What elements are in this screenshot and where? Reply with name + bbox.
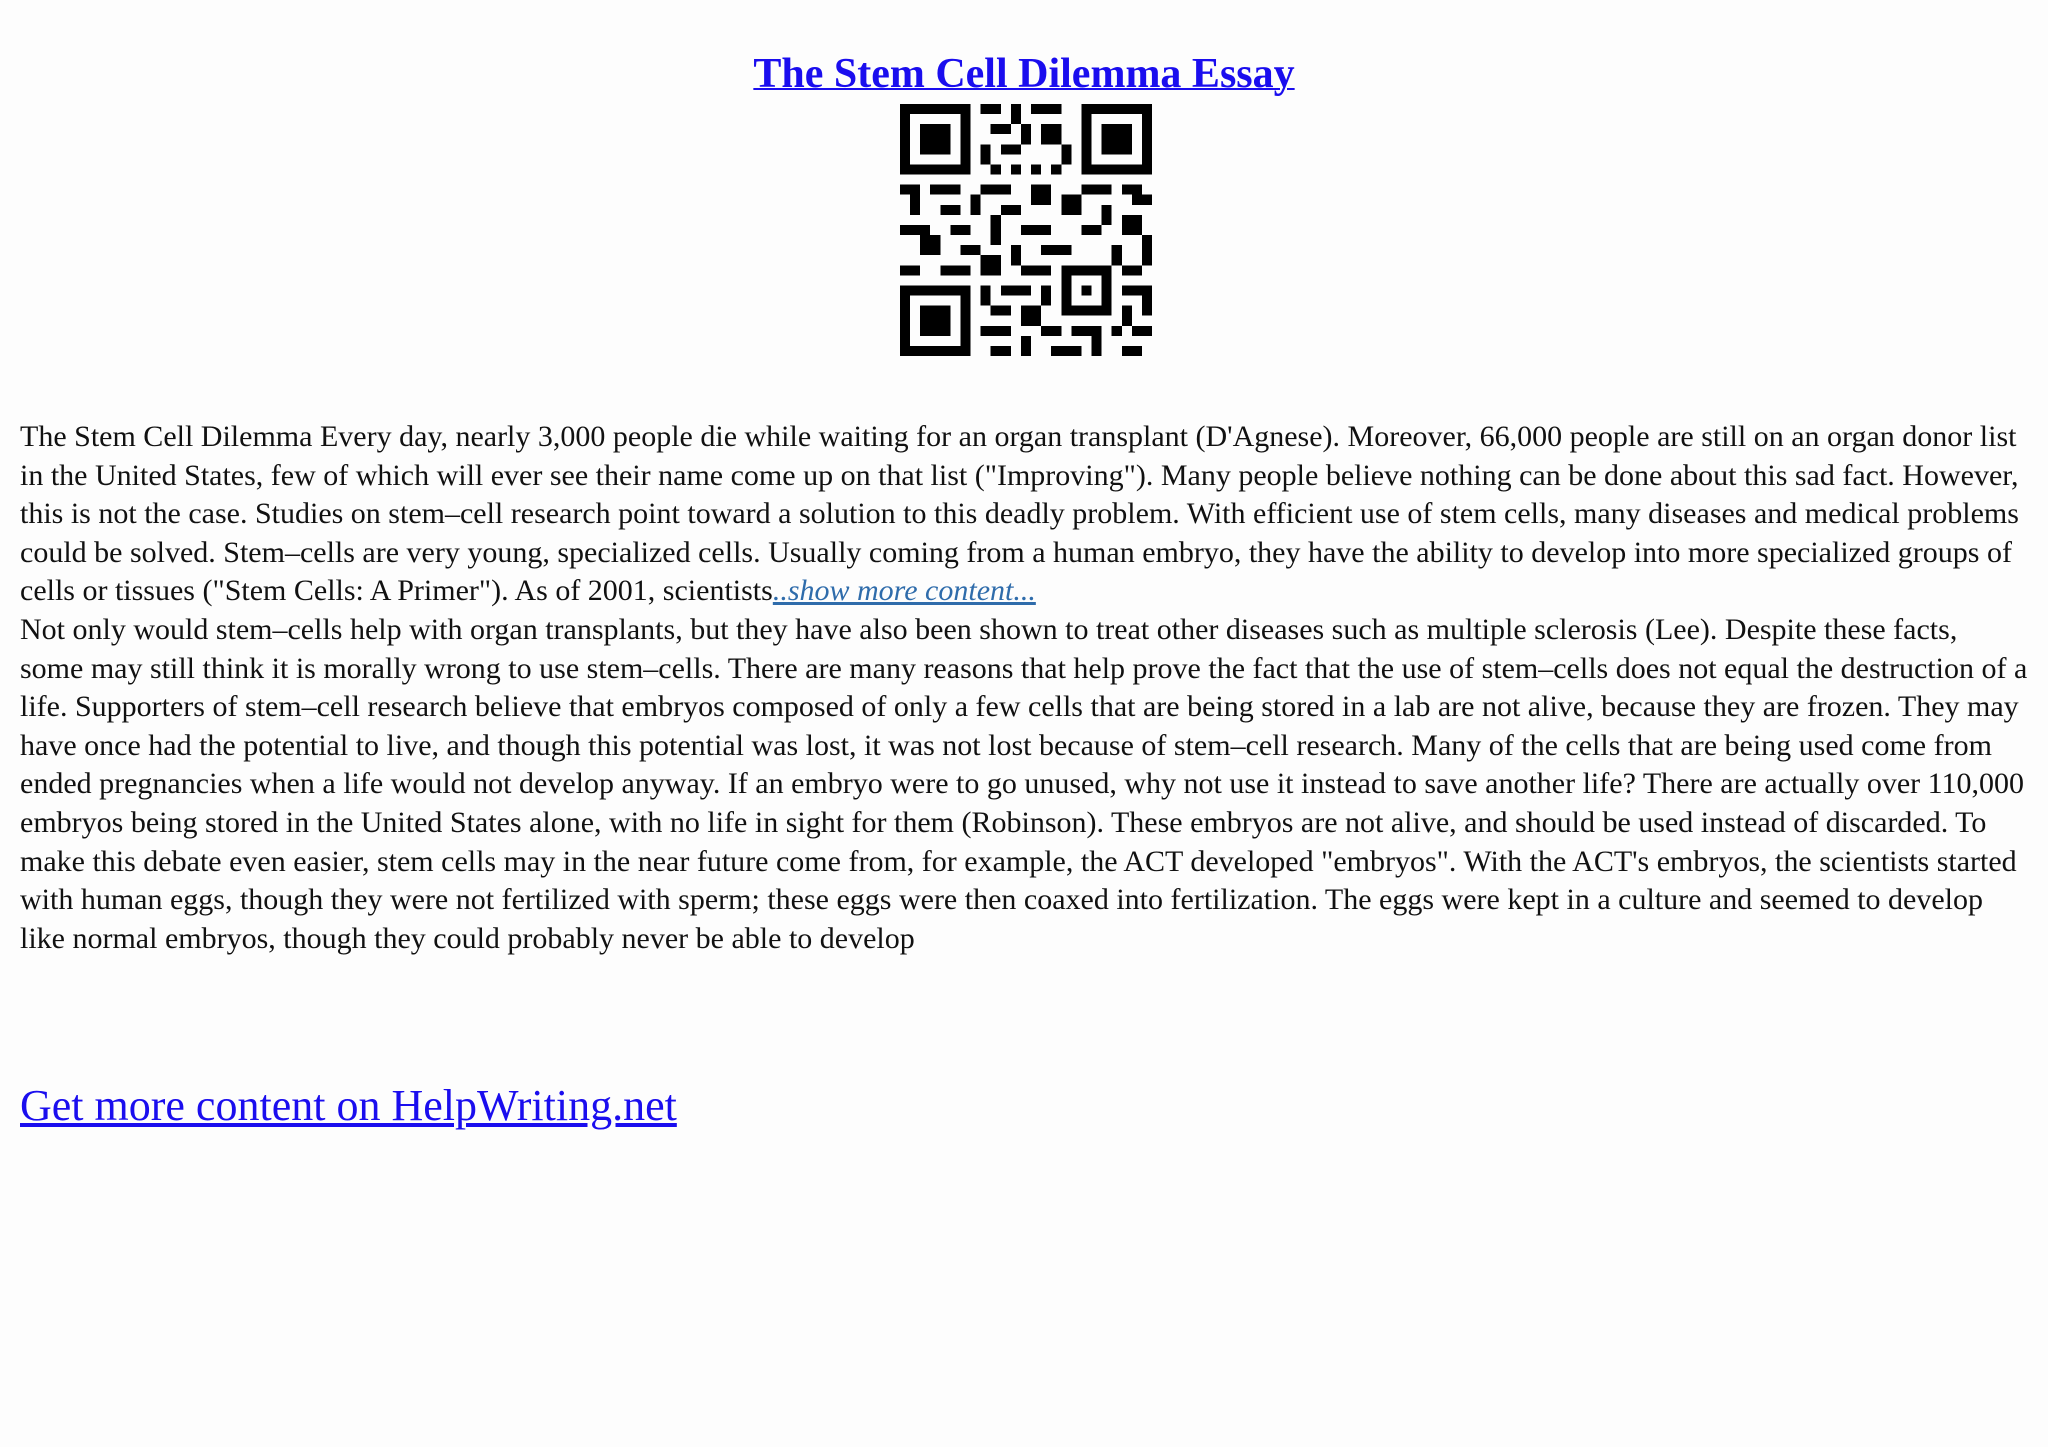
title-link[interactable]: The Stem Cell Dilemma Essay xyxy=(753,51,1295,98)
helpwriting-link[interactable]: Get more content on HelpWriting.net xyxy=(20,1081,677,1130)
footer-cta xyxy=(20,1078,677,1134)
paragraph-1-text: The Stem Cell Dilemma Every day, nearly 3,000 people die while waiting for an organ transplant (D'Agnese). Moreover, 66,000 people are still on an organ donor list in the United States, few of which will ever see their name come up on that list ("Improving"). Many people believe nothing can be done about this sad fact. However, this is not the case. Studies on stem–cell research point toward a solution to this deadly problem. With efficient use of stem cells, many diseases and medical problems could be solved. Stem–cells are very young, specialized cells. Usually coming from a human embryo, they have the ability to develop into more specialized groups of cells or tissues ("Stem Cells: A Primer"). As of 2001, scientists xyxy=(20,420,2019,608)
essay-paragraph-1 xyxy=(20,418,2028,611)
show-more-link[interactable]: ..show more content... xyxy=(772,574,1036,608)
page-title xyxy=(0,46,2048,102)
essay-paragraph-2: Not only would stem–cells help with organ transplants, but they have also been shown to treat other diseases such as multiple sclerosis (Lee). Despite these facts, some may still think it is morally wrong to use stem–cells. There are many reasons that help prove the fact that the use of stem–cells does not equal the destruction of a life. Supporters of stem–cell research believe that embryos composed of only a few cells that are being stored in a lab are not alive, because they are frozen. They may have once had the potential to live, and though this potential was lost, it was not lost because of stem–cell research. Many of the cells that are being used come from ended pregnancies when a life would not develop anyway. If an embryo were to go unused, why not use it instead to save another life? There are actually over 110,000 embryos being stored in the United States alone, with no life in sight for them (Robinson). These embryos are not alive, and should be used instead of discarded. To make this debate even easier, stem cells may in the near future come from, for example, the ACT developed "embryos". With the ACT's embryos, the scientists started with human eggs, though they were not fertilized with sperm; these eggs were then coaxed into fertilization. The eggs were kept in a culture and seemed to develop like normal embryos, though they could probably never be able to develop xyxy=(20,612,2028,955)
qr-code-icon xyxy=(900,104,1152,356)
essay-body xyxy=(20,418,2028,958)
